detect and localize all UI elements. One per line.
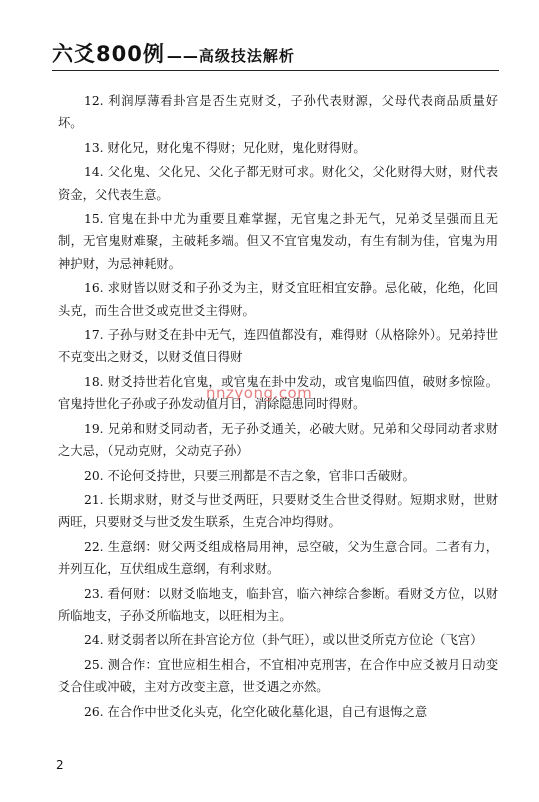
paragraph-26: 26. 在合作中世爻化头克，化空化破化墓化退，自己有退悔之意 [84,704,428,719]
book-title: 六爻800例 [52,42,165,66]
paragraph-17: 17. 子孙与财爻在卦中无气，连四值都没有，难得财（从格除外）。兄弟持世不克变出之财爻，以财爻值日得财 [58,328,498,365]
paragraph-15: 15. 官鬼在卦中尤为重要且难掌握，无官鬼之卦无气，兄弟爻呈强而且无制，无官鬼财难聚，主破耗多端。但又不宜官鬼发动，有生有制为佳，官鬼为用神护财，为忌神耗财。 [58,212,498,271]
paragraph-13: 13. 财化兄，财化鬼不得财；兄化财，鬼化财得财。 [84,140,366,155]
paragraph-14: 14. 父化鬼、父化兄、父化子都无财可求。财化父，父化财得大财，财代表资金，父代表生意。 [58,165,498,202]
watermark: nnzyong.com [206,384,313,402]
paragraph-25: 25. 测合作：宜世应相生相合，不宜相冲克刑害，在合作中应爻被月日动变爻合住或冲破，主对方改变主意，世爻遇之亦然。 [58,657,498,695]
paragraph-23: 23. 看何财：以财爻临地支，临卦宫，临六神综合参断。看财爻方位，以财所临地支，子孙爻所临地支，以旺相为主。 [58,586,498,623]
paragraph-24: 24. 财爻弱者以所在卦宫论方位（卦气旺），或以世爻所克方位论（飞宫） [84,633,483,648]
paragraph-20: 20. 不论何爻持世，只要三刑都是不吉之象，官非口舌破财。 [84,468,415,483]
page-body [58,90,498,725]
running-header [52,38,499,71]
paragraph-22: 22. 生意纲：财父两爻组成格局用神，忌空破，父为生意合同。二者有力，并列互化，互伏组成生意纲，有利求财。 [58,539,498,577]
paragraph-19: 19. 兄弟和财爻同动者，无子孙爻通关，必破大财。兄弟和父母同动者求财之大忌，（兄动克财，父动克子孙） [58,421,498,459]
paragraph-16: 16. 求财皆以财爻和子孙爻为主，财爻宜旺相宜安静。忌化破，化绝，化回头克，而生合世爻或克世爻主得财。 [58,281,498,318]
page-number: 2 [56,758,64,772]
paragraph-12: 12. 利润厚薄看卦宫是否生克财爻，子孙代表财源，父母代表商品质量好坏。 [58,94,498,131]
paragraph-21: 21. 长期求财，财爻与世爻两旺，只要财爻生合世爻得财。短期求财，世财两旺，只要财爻与世爻发生联系，生克合冲均得财。 [58,492,498,530]
book-subtitle: ——高级技法解析 [166,47,295,65]
paragraph-18: 18. 财爻持世若化官鬼，或官鬼在卦中发动，或官鬼临四值，破财多惊险。官鬼持世化子孙或子孙发动值月日，消除隐患同时得财。 [58,374,498,412]
